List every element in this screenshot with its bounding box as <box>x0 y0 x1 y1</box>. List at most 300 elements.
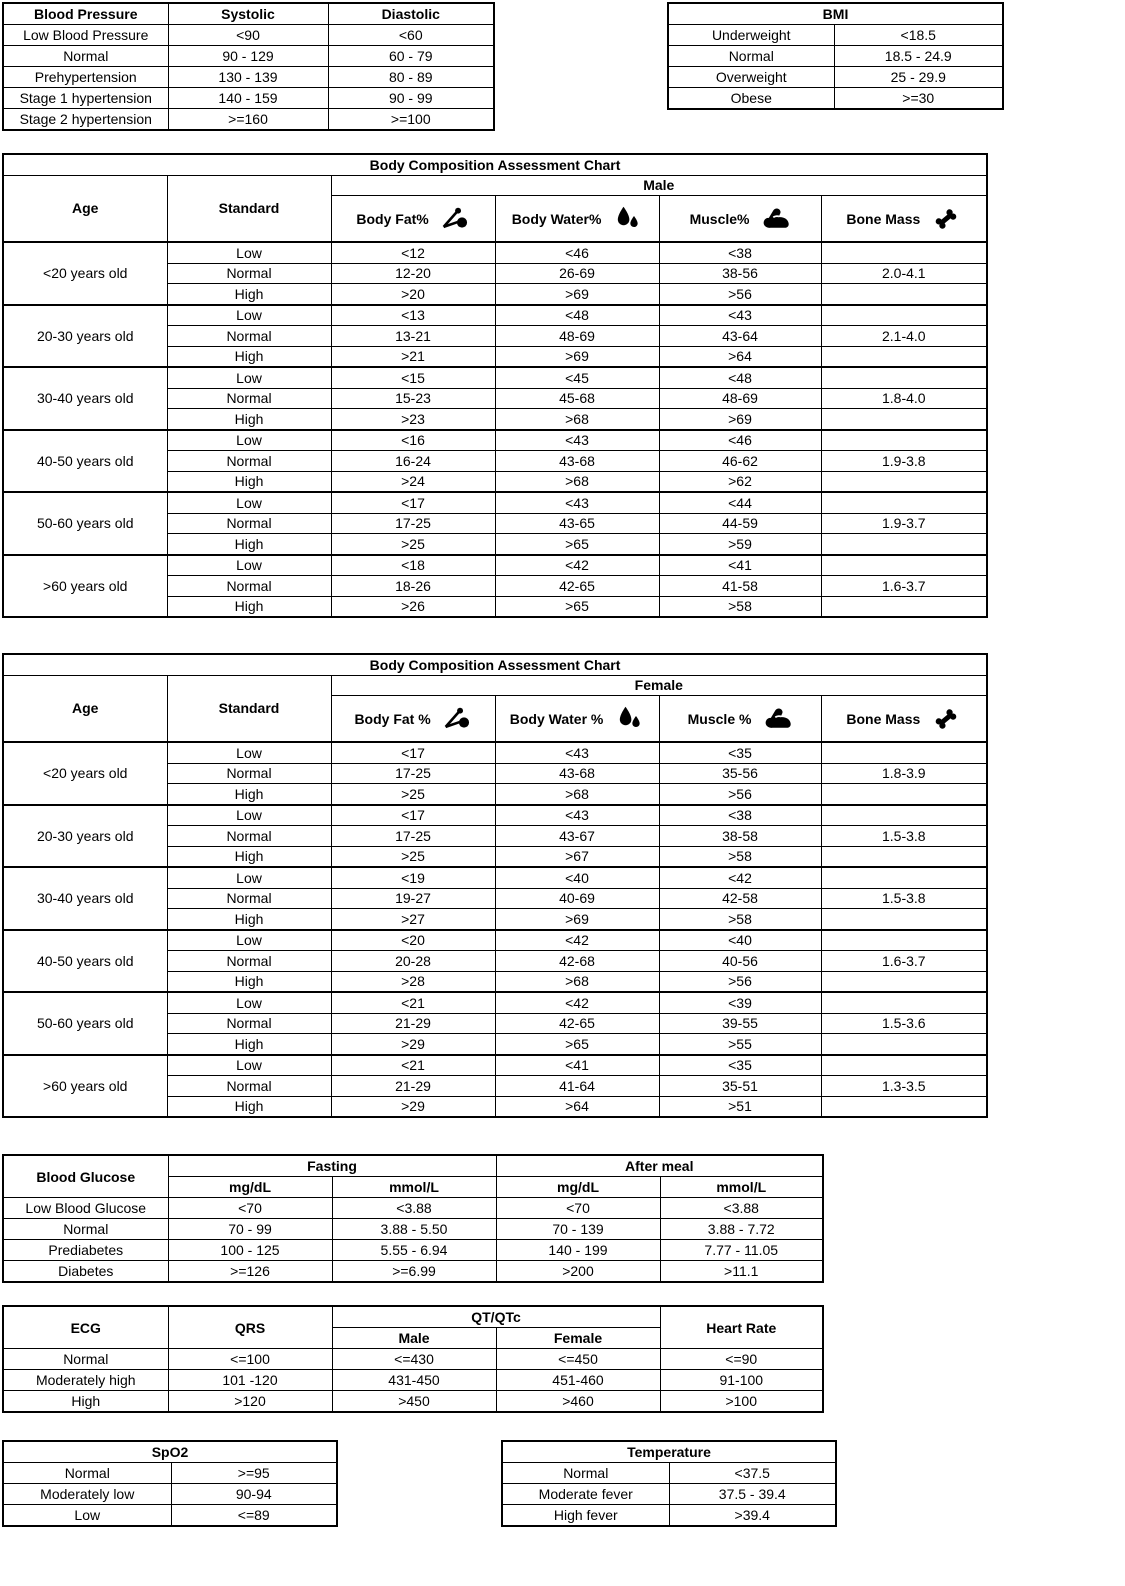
table-cell: <39 <box>659 992 821 1013</box>
table-cell: 16-24 <box>331 451 495 472</box>
table-cell: Normal <box>167 263 331 284</box>
table-cell: Normal <box>167 826 331 847</box>
table-cell: High <box>167 284 331 305</box>
table-row <box>3 242 987 263</box>
table-cell: 46-62 <box>659 451 821 472</box>
table-cell: Blood Pressure <box>3 3 168 25</box>
table-cell: 140 - 159 <box>168 88 328 109</box>
age-cell: <20 years old <box>3 742 167 805</box>
table-row <box>502 1484 836 1505</box>
table-cell: 130 - 139 <box>168 67 328 88</box>
table-cell: Normal <box>3 46 168 67</box>
table-cell <box>821 867 987 888</box>
age-cell: 30-40 years old <box>3 367 167 430</box>
table-cell: Normal <box>3 1219 168 1240</box>
table-cell: <=89 <box>171 1505 337 1527</box>
table-row <box>3 367 987 388</box>
table-cell: >68 <box>495 784 659 805</box>
table-title-row <box>502 1441 836 1463</box>
table-cell: Normal <box>167 326 331 347</box>
table-cell: <18 <box>331 555 495 576</box>
table-cell <box>821 471 987 492</box>
table-cell: >65 <box>495 596 659 617</box>
table-cell <box>821 346 987 367</box>
table-cell: 1.9-3.7 <box>821 513 987 534</box>
table-cell: 43-65 <box>495 513 659 534</box>
table-cell: 43-68 <box>495 763 659 784</box>
table-cell: Normal <box>167 888 331 909</box>
after-meal-header: After meal <box>496 1155 823 1177</box>
table-cell: Normal <box>668 46 834 67</box>
table-header-row <box>3 175 987 196</box>
table-cell: >58 <box>659 846 821 867</box>
body-fat-label: Body Fat % <box>354 710 431 727</box>
table-cell: 21-29 <box>331 1076 495 1097</box>
table-cell: Low <box>3 1505 171 1527</box>
table-cell: 1.8-4.0 <box>821 388 987 409</box>
table-cell: Low Blood Glucose <box>3 1198 168 1219</box>
table-row <box>668 25 1003 46</box>
table-cell: 26-69 <box>495 263 659 284</box>
body-water-label: Body Water % <box>509 710 604 727</box>
table-cell <box>821 409 987 430</box>
table-cell: 1.8-3.9 <box>821 763 987 784</box>
table-title-row <box>3 154 987 175</box>
table-cell: >29 <box>331 1034 495 1055</box>
table-cell: Overweight <box>668 67 834 88</box>
table-header-row <box>3 1155 823 1177</box>
table-title: BMI <box>668 3 1003 25</box>
table-cell: High <box>167 346 331 367</box>
table-cell: 17-25 <box>331 513 495 534</box>
table-header-row <box>3 3 494 25</box>
table-cell: <=430 <box>332 1349 496 1370</box>
temperature-table <box>501 1440 837 1527</box>
table-cell: >69 <box>495 909 659 930</box>
table-cell: Normal <box>167 951 331 972</box>
table-cell: >69 <box>495 284 659 305</box>
muscle-header <box>659 696 821 743</box>
table-cell: >69 <box>659 409 821 430</box>
table-cell: <40 <box>659 930 821 951</box>
table-cell: >68 <box>495 971 659 992</box>
table-cell: Normal <box>502 1463 669 1484</box>
table-cell: 1.6-3.7 <box>821 576 987 597</box>
heart-rate-header: Heart Rate <box>660 1306 823 1349</box>
table-cell: >69 <box>495 346 659 367</box>
table-cell: Low <box>167 1055 331 1076</box>
table-cell: 45-68 <box>495 388 659 409</box>
table-cell: >29 <box>331 1096 495 1117</box>
table-cell: Low <box>167 742 331 763</box>
table-cell: <15 <box>331 367 495 388</box>
table-cell: >62 <box>659 471 821 492</box>
table-cell <box>821 430 987 451</box>
table-cell <box>821 534 987 555</box>
table-cell: 1.5-3.6 <box>821 1013 987 1034</box>
bone-mass-header <box>821 196 987 243</box>
table-row <box>3 305 987 326</box>
table-cell: High <box>3 1391 168 1413</box>
table-cell: <12 <box>331 242 495 263</box>
table-cell: <42 <box>495 930 659 951</box>
table-cell: <=100 <box>168 1349 332 1370</box>
qrs-header: QRS <box>168 1306 332 1349</box>
table-cell: Low <box>167 555 331 576</box>
table-row <box>3 492 987 513</box>
table-cell: >65 <box>495 1034 659 1055</box>
table-cell: Obese <box>668 88 834 110</box>
table-row <box>3 1219 823 1240</box>
body-water-label: Body Water% <box>511 210 602 227</box>
table-cell: High <box>167 846 331 867</box>
table-cell: Moderately low <box>3 1484 171 1505</box>
table-cell <box>821 492 987 513</box>
table-cell: Diabetes <box>3 1261 168 1283</box>
table-cell: High <box>167 409 331 430</box>
table-cell: 43-64 <box>659 326 821 347</box>
table-cell: >200 <box>496 1261 660 1283</box>
table-cell: >28 <box>331 971 495 992</box>
table-cell: 37.5 - 39.4 <box>669 1484 836 1505</box>
table-cell: 21-29 <box>331 1013 495 1034</box>
table-cell: 41-64 <box>495 1076 659 1097</box>
table-cell: 1.9-3.8 <box>821 451 987 472</box>
table-cell: Systolic <box>168 3 328 25</box>
table-cell: Low <box>167 305 331 326</box>
table-cell: 18.5 - 24.9 <box>834 46 1003 67</box>
table-cell: >25 <box>331 846 495 867</box>
table-cell: 70 - 139 <box>496 1219 660 1240</box>
age-cell: 30-40 years old <box>3 867 167 930</box>
table-cell: Moderately high <box>3 1370 168 1391</box>
flexed-arm-icon <box>760 205 790 233</box>
table-row <box>3 1198 823 1219</box>
table-cell: <16 <box>331 430 495 451</box>
table-cell: <=90 <box>660 1349 823 1370</box>
table-cell: 42-65 <box>495 1013 659 1034</box>
table-cell: High <box>167 534 331 555</box>
standard-header: Standard <box>167 675 331 742</box>
table-cell: Low <box>167 492 331 513</box>
body-water-header <box>495 696 659 743</box>
table-cell: <37.5 <box>669 1463 836 1484</box>
table-cell: Female <box>496 1328 660 1349</box>
table-cell: 2.0-4.1 <box>821 263 987 284</box>
table-cell: <=450 <box>496 1349 660 1370</box>
table-row <box>3 1240 823 1261</box>
table-title-row <box>3 654 987 675</box>
table-cell: <44 <box>659 492 821 513</box>
table-cell: Low <box>167 805 331 826</box>
body-composition-male-table <box>2 153 988 618</box>
table-cell: <38 <box>659 242 821 263</box>
table-cell: 20-28 <box>331 951 495 972</box>
table-cell: Low <box>167 992 331 1013</box>
table-row <box>3 88 494 109</box>
table-cell: Male <box>332 1328 496 1349</box>
table-cell: >51 <box>659 1096 821 1117</box>
bmi-table <box>667 2 1004 110</box>
table-cell: <18.5 <box>834 25 1003 46</box>
table-cell: Normal <box>3 1349 168 1370</box>
fasting-header: Fasting <box>168 1155 496 1177</box>
water-drops-icon <box>614 705 644 733</box>
table-cell: <17 <box>331 742 495 763</box>
table-cell: 1.5-3.8 <box>821 826 987 847</box>
table-cell: <70 <box>496 1198 660 1219</box>
table-cell: 17-25 <box>331 763 495 784</box>
table-cell: 40-69 <box>495 888 659 909</box>
table-cell: <46 <box>659 430 821 451</box>
table-cell: Prediabetes <box>3 1240 168 1261</box>
table-cell: High <box>167 1096 331 1117</box>
age-cell: 20-30 years old <box>3 805 167 868</box>
blood-glucose-table <box>2 1154 824 1283</box>
table-cell: 90-94 <box>171 1484 337 1505</box>
table-cell: <43 <box>495 430 659 451</box>
table-cell <box>821 930 987 951</box>
table-cell <box>821 909 987 930</box>
table-cell: >=100 <box>328 109 494 131</box>
table-row <box>3 1370 823 1391</box>
table-cell: <21 <box>331 1055 495 1076</box>
age-cell: 50-60 years old <box>3 492 167 555</box>
table-cell: >58 <box>659 909 821 930</box>
table-cell: mg/dL <box>496 1177 660 1198</box>
table-cell: <40 <box>495 867 659 888</box>
table-cell: 1.3-3.5 <box>821 1076 987 1097</box>
table-cell: <43 <box>495 805 659 826</box>
age-cell: >60 years old <box>3 555 167 618</box>
table-cell: >23 <box>331 409 495 430</box>
table-cell: 25 - 29.9 <box>834 67 1003 88</box>
table-cell: <41 <box>495 1055 659 1076</box>
table-cell: <20 <box>331 930 495 951</box>
table-cell: <70 <box>168 1198 332 1219</box>
table-cell: Low Blood Pressure <box>3 25 168 46</box>
table-cell <box>821 846 987 867</box>
table-cell: 431-450 <box>332 1370 496 1391</box>
body-fat-header <box>331 196 495 243</box>
table-cell: 43-68 <box>495 451 659 472</box>
table-cell: >=160 <box>168 109 328 131</box>
table-cell: >65 <box>495 534 659 555</box>
table-row <box>668 88 1003 110</box>
table-title: Body Composition Assessment Chart <box>3 654 987 675</box>
table-header-row <box>3 1306 823 1328</box>
blood-glucose-header: Blood Glucose <box>3 1155 168 1198</box>
table-cell: 35-51 <box>659 1076 821 1097</box>
table-row <box>3 1463 337 1484</box>
table-title: Body Composition Assessment Chart <box>3 154 987 175</box>
ecg-table <box>2 1305 824 1413</box>
table-title: SpO2 <box>3 1441 337 1463</box>
age-header: Age <box>3 675 167 742</box>
table-cell <box>821 1055 987 1076</box>
table-cell: >68 <box>495 409 659 430</box>
table-cell: >25 <box>331 784 495 805</box>
table-cell: 42-65 <box>495 576 659 597</box>
table-cell: Low <box>167 367 331 388</box>
table-row <box>502 1463 836 1484</box>
body-fat-header <box>331 696 495 743</box>
table-cell <box>821 992 987 1013</box>
table-cell: >=126 <box>168 1261 332 1283</box>
table-title: Temperature <box>502 1441 836 1463</box>
table-cell: Low <box>167 430 331 451</box>
bone-icon <box>931 705 961 733</box>
table-cell <box>821 784 987 805</box>
table-cell: High <box>167 971 331 992</box>
table-cell: 451-460 <box>496 1370 660 1391</box>
table-row <box>3 1055 987 1076</box>
table-cell: 80 - 89 <box>328 67 494 88</box>
table-cell: Normal <box>167 1013 331 1034</box>
age-cell: >60 years old <box>3 1055 167 1118</box>
body-fat-label: Body Fat% <box>356 210 429 227</box>
table-cell: 15-23 <box>331 388 495 409</box>
flexed-arm-icon <box>762 705 792 733</box>
table-cell: mmol/L <box>332 1177 496 1198</box>
table-cell: <17 <box>331 492 495 513</box>
table-cell: <46 <box>495 242 659 263</box>
ecg-header: ECG <box>3 1306 168 1349</box>
table-cell: 100 - 125 <box>168 1240 332 1261</box>
table-cell: 38-56 <box>659 263 821 284</box>
table-cell: 3.88 - 7.72 <box>660 1219 823 1240</box>
table-cell: Normal <box>167 576 331 597</box>
standard-header: Standard <box>167 175 331 242</box>
table-cell: 60 - 79 <box>328 46 494 67</box>
table-cell <box>821 284 987 305</box>
table-cell: Normal <box>167 763 331 784</box>
spo2-table <box>2 1440 338 1527</box>
bone-mass-label: Bone Mass <box>846 710 921 727</box>
table-cell: 12-20 <box>331 263 495 284</box>
table-cell: >24 <box>331 471 495 492</box>
table-cell: Prehypertension <box>3 67 168 88</box>
table-row <box>3 805 987 826</box>
table-title-row <box>3 1441 337 1463</box>
age-cell: 40-50 years old <box>3 430 167 493</box>
bone-mass-header <box>821 696 987 743</box>
table-cell: <35 <box>659 1055 821 1076</box>
age-cell: 20-30 years old <box>3 305 167 368</box>
table-cell: <48 <box>659 367 821 388</box>
table-cell: <60 <box>328 25 494 46</box>
table-row <box>3 1391 823 1413</box>
table-cell: mg/dL <box>168 1177 332 1198</box>
table-cell: <3.88 <box>660 1198 823 1219</box>
table-cell: Low <box>167 930 331 951</box>
table-cell: >=30 <box>834 88 1003 110</box>
table-cell: >68 <box>495 471 659 492</box>
table-cell: 44-59 <box>659 513 821 534</box>
table-cell: 2.1-4.0 <box>821 326 987 347</box>
body-composition-female-table <box>2 653 988 1118</box>
table-cell: >64 <box>659 346 821 367</box>
table-cell: <45 <box>495 367 659 388</box>
bone-icon <box>931 205 961 233</box>
table-cell: >460 <box>496 1391 660 1413</box>
table-cell: 3.88 - 5.50 <box>332 1219 496 1240</box>
table-title-row <box>668 3 1003 25</box>
table-cell: >25 <box>331 534 495 555</box>
table-cell: Underweight <box>668 25 834 46</box>
table-cell: <42 <box>495 992 659 1013</box>
table-row <box>3 430 987 451</box>
table-cell: >26 <box>331 596 495 617</box>
table-header-row <box>3 675 987 696</box>
table-cell: >450 <box>332 1391 496 1413</box>
table-cell: mmol/L <box>660 1177 823 1198</box>
table-cell <box>821 596 987 617</box>
table-cell: High <box>167 1034 331 1055</box>
muscle-label: Muscle% <box>689 210 750 227</box>
table-cell: >39.4 <box>669 1505 836 1527</box>
table-cell: 17-25 <box>331 826 495 847</box>
table-cell: Diastolic <box>328 3 494 25</box>
table-row <box>3 555 987 576</box>
table-cell: High fever <box>502 1505 669 1527</box>
table-cell: <19 <box>331 867 495 888</box>
table-cell: 38-58 <box>659 826 821 847</box>
table-cell: <90 <box>168 25 328 46</box>
table-cell: 48-69 <box>659 388 821 409</box>
table-cell: Stage 2 hypertension <box>3 109 168 131</box>
table-row <box>3 1349 823 1370</box>
caliper-icon <box>442 705 472 733</box>
table-cell: >56 <box>659 784 821 805</box>
table-cell: Normal <box>167 513 331 534</box>
table-row <box>3 992 987 1013</box>
table-row <box>502 1505 836 1527</box>
table-cell: <43 <box>659 305 821 326</box>
table-cell: Normal <box>167 388 331 409</box>
table-cell: 7.77 - 11.05 <box>660 1240 823 1261</box>
table-cell: >59 <box>659 534 821 555</box>
table-cell: >100 <box>660 1391 823 1413</box>
table-cell: 43-67 <box>495 826 659 847</box>
table-cell: <3.88 <box>332 1198 496 1219</box>
table-row <box>3 1484 337 1505</box>
table-cell: <35 <box>659 742 821 763</box>
table-cell: >64 <box>495 1096 659 1117</box>
muscle-label: Muscle % <box>687 710 752 727</box>
age-cell: 50-60 years old <box>3 992 167 1055</box>
table-cell: Normal <box>167 1076 331 1097</box>
table-row <box>3 25 494 46</box>
table-cell <box>821 805 987 826</box>
table-cell: 90 - 129 <box>168 46 328 67</box>
table-cell: >=6.99 <box>332 1261 496 1283</box>
table-row <box>668 46 1003 67</box>
table-row <box>3 930 987 951</box>
table-cell <box>821 305 987 326</box>
table-cell: 42-68 <box>495 951 659 972</box>
gender-header: Male <box>331 175 987 196</box>
body-water-header <box>495 196 659 243</box>
bone-mass-label: Bone Mass <box>846 210 921 227</box>
qt-qtc-header: QT/QTc <box>332 1306 660 1328</box>
table-cell: >58 <box>659 596 821 617</box>
table-cell: <48 <box>495 305 659 326</box>
table-cell: 41-58 <box>659 576 821 597</box>
table-cell: >=95 <box>171 1463 337 1484</box>
table-cell: <42 <box>659 867 821 888</box>
table-row <box>3 742 987 763</box>
